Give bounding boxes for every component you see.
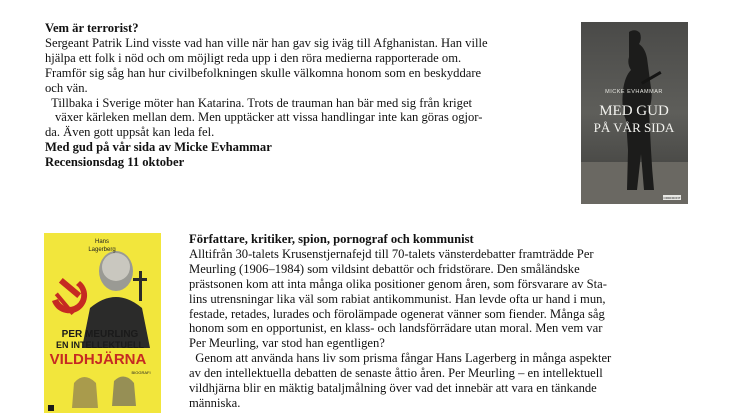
review-body-line: växer kärleken mellan dem. Men upptäcker att vissa handlingar inte kan göras ogjor- [55,110,483,125]
cover-author: MICKE EVHAMMAR [605,89,663,95]
review-body-line: Per Meurling, var stod han egentligen? [189,336,385,351]
review-body-line: Genom att använda hans liv som prisma fångar Hans Lagerberg in många aspekter [189,351,612,366]
review-body-line: hjälpa ett folk i nöd och om möjligt reda upp i den röra medierna rapporterade om. [45,50,462,65]
review-body-line: lins utrensningar lika väl som rabiat antikommunist. Han levde ofta ur hand i mun, [189,291,606,306]
book-cover-per-meurling [44,233,161,413]
cover-title-line1: MED GUD [599,103,669,119]
cover-title-line2: EN INTELLEKTUELL [56,340,144,350]
review-body-line: Tillbaka i Sverige möter han Katarina. Trots de trauman han bär med sig från kriget [45,95,473,110]
cover-title-line2: PÅ VÅR SIDA [593,120,675,135]
review-body-line: da. Även gott uppsåt kan leda fel. [45,125,215,140]
book-cover-med-gud-pa-var-sida [581,22,688,204]
review-body-line: av den intellektuella debatten de senaste åttio åren. Per Meurling – en intellektuell [189,366,603,381]
cover-publisher: ORDFRONT [663,196,681,200]
review-body-line: honom som en opportunist, en klass- och landsförrädare utan moral. Men vem var [189,321,603,336]
cover-title-line1: PER MEURLING [61,329,139,340]
review-per-meurling [189,232,724,411]
review-body-line: Alltifrån 30-talets Krusenstjernafejd till 70-talets vänsterdebatter framträdde Per [189,246,594,261]
review-heading: Vem är terrorist? [45,21,139,35]
review-body-line: festade, retades, lurades och förolämpade ogenerat vänner som fiender. Många såg [189,306,605,321]
review-date: Recensionsdag 11 oktober [45,155,185,170]
book-title-author: Med gud på vår sida av Micke Evhammar [45,140,272,155]
cover-author-last: Lagerberg [88,247,116,253]
review-body-line: människa. [189,395,241,410]
review-vem-ar-terrorist [45,21,565,170]
review-body-line: prästsonen kom att inta många olika positioner genom åren, som försvarare av Sta- [189,276,607,291]
cover-subtitle: BIOGRAFI [131,370,151,375]
review-body-line: Meurling (1906–1984) som vildsint debattör och fridstörare. Den småländske [189,261,580,276]
cover-author-first: Hans [94,239,110,245]
review-body-line: och vän. [45,80,88,95]
review-body-line: Framför sig såg han hur civilbefolkningen skulle välkomna honom som en beskyddare [45,65,482,80]
review-heading: Författare, kritiker, spion, pornograf och kommunist [189,232,474,246]
review-body-line: Sergeant Patrik Lind visste vad han ville när han gav sig iväg till Afghanistan. Han ville [45,35,488,50]
cover-title-line3: VILDHJÄRNA [49,351,147,368]
review-body-line: vildhjärna blir en mäktig bataljmålning över vad det innebär att vara en tänkande [189,381,597,396]
